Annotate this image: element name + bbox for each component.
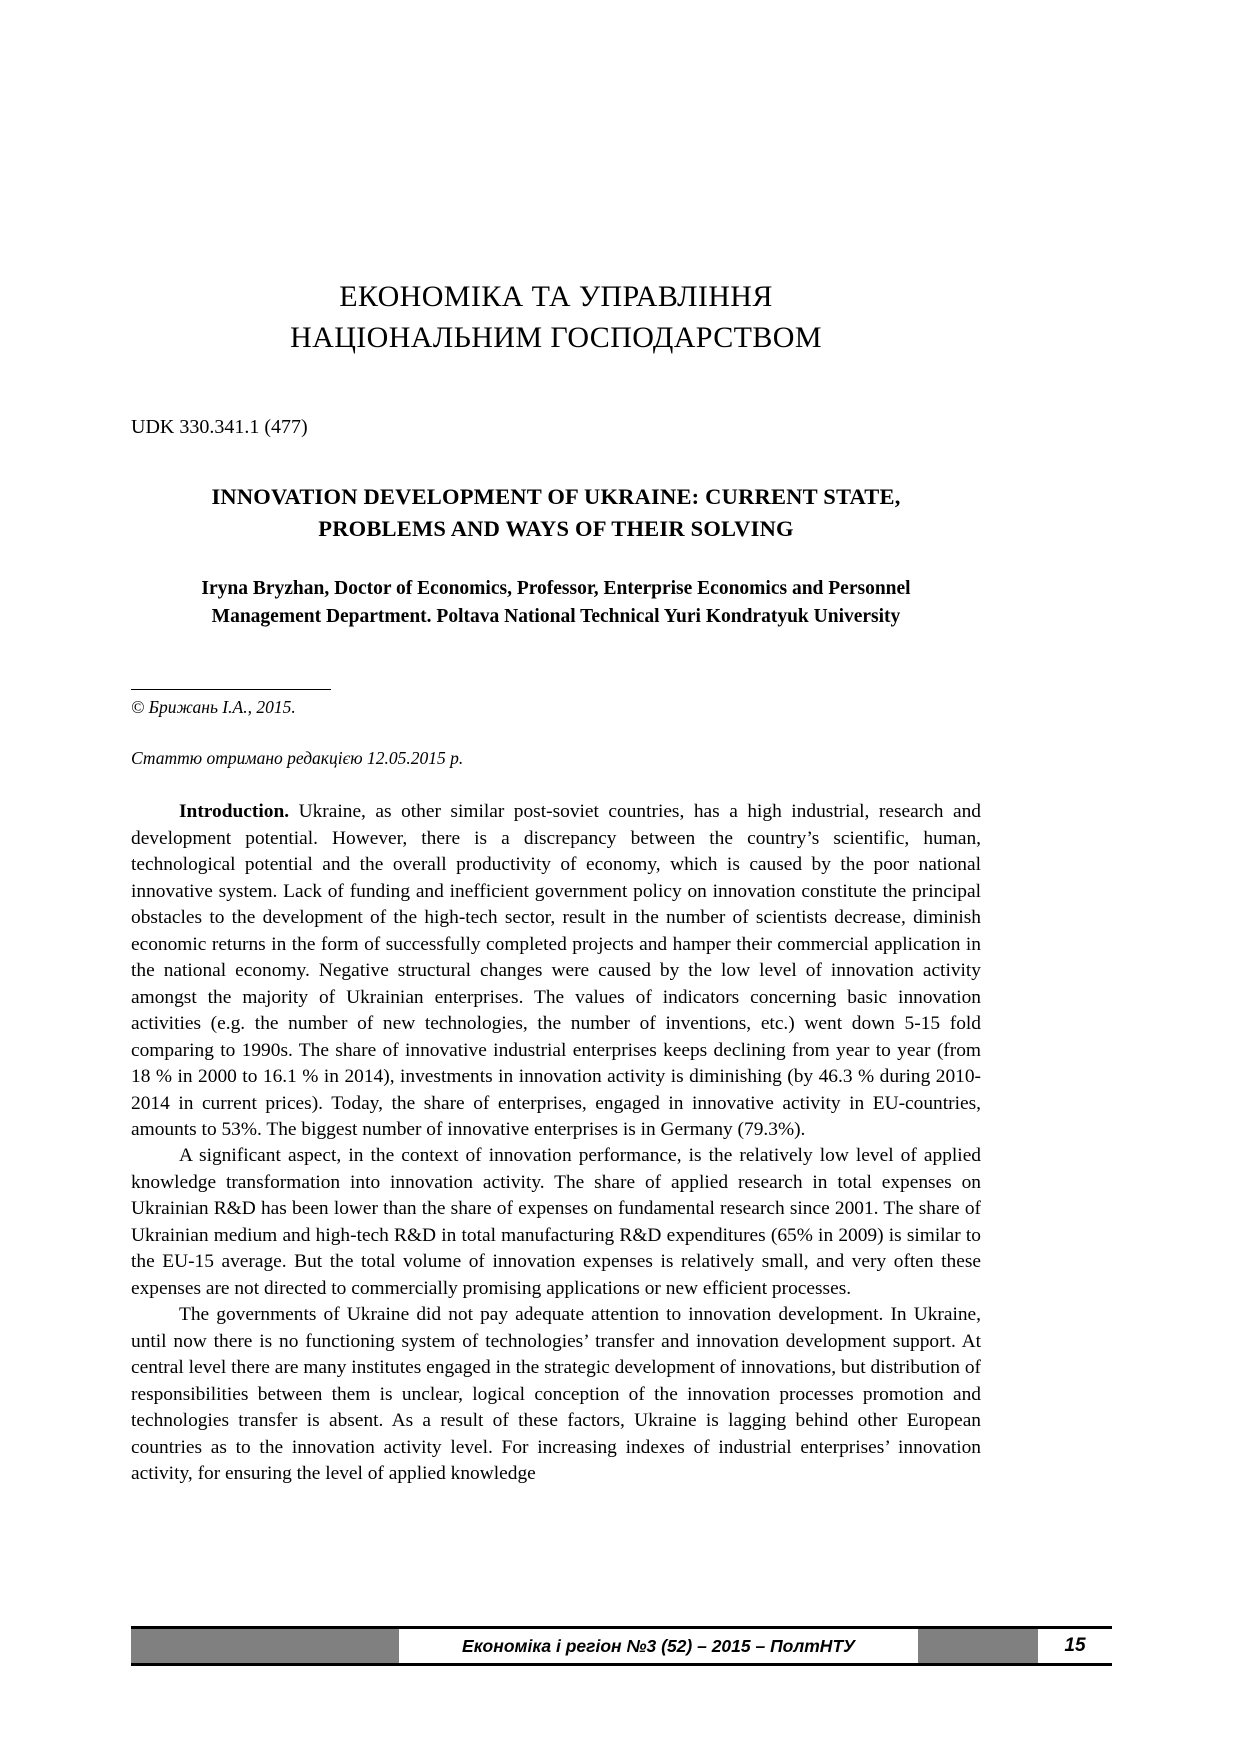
author-affiliation-block [131,575,981,632]
author-line-1: Iryna Bryzhan, Doctor of Economics, Professor, Enterprise Economics and Personnel [201,577,911,599]
received-date-note: Статтю отримано редакцією 12.05.2015 р. [131,748,464,769]
paragraph-applied-knowledge: A significant aspect, in the context of innovation performance, is the relatively low level of applied knowledge transformation into innovation activity. The share of applied research in total expenses on Ukrainian R&D has been lower than the share of expenses on fundamental research since 2001. The share of Ukrainian medium and high-tech R&D in total manufacturing R&D expenditures (65% in 2009) is similar to the EU-15 average. But the total volume of innovation expenses is relatively small, and very often these expenses are not directed to commercially promising applications or new efficient processes. [131,1145,981,1299]
article-title-line-2: PROBLEMS AND WAYS OF THEIR SOLVING [318,515,794,541]
paragraph-governments: The governments of Ukraine did not pay adequate attention to innovation development. In Ukraine, until now there is no functioning system of technologies’ transfer and innovation development support. At central level there are many institutes engaged in the strategic development of innovations, but distribution of responsibilities between them is unclear, logical conception of the innovation processes promotion and technologies transfer is absent. As a result of these factors, Ukraine is lagging behind other European countries as to the innovation activity level. For increasing indexes of industrial enterprises’ innovation activity, for ensuring the level of applied knowledge [131,1304,981,1485]
udk-code: UDK 330.341.1 (477) [131,415,308,438]
section-heading [131,0,981,359]
footnote-separator-rule [131,689,331,690]
footer-journal-line: Економіка і регіон №3 (52) – 2015 – ПолтНТУ [399,1629,918,1663]
footer-bottom-rule [131,1663,1112,1666]
copyright-note: © Брижань І.А., 2015. [131,697,296,718]
section-heading-line-1: ЕКОНОМІКА ТА УПРАВЛІННЯ [339,280,773,313]
paragraph-introduction-text: Ukraine, as other similar post-soviet countries, has a high industrial, research and development potential. However, there is a discrepancy between the country’s scientific, human, technological potential and the overall productivity of economy, which is caused by the poor national innovative system. Lack of funding and inefficient government policy on innovation constitute the principal obstacles to the development of the high-tech sector, result in the number of scientists decrease, diminish economic returns in the form of successfully completed projects and hamper their commercial application in the national economy. Negative structural changes were caused by the low level of innovation activity amongst the majority of Ukrainian enterprises. The values of indicators concerning basic innovation activities (e.g. the number of new technologies, the number of inventions, etc.) went down 5-15 fold comparing to 1990s. The share of innovative industrial enterprises keeps declining from year to year (from 18 % in 2000 to 16.1 % in 2014), investments in innovation activity is diminishing (by 46.3 % during 2010-2014 in current prices). Today, the share of enterprises, engaged in innovative activity in EU-countries, amounts to 53%. The biggest number of innovative enterprises is in Germany (79.3%). [131,801,981,1140]
page-footer [131,1626,1112,1666]
section-heading-line-2: НАЦІОНАЛЬНИМ ГОСПОДАРСТВОМ [290,321,822,355]
article-title [131,481,981,545]
body-text [131,799,981,1488]
paragraph-introduction [131,799,981,1143]
author-line-2: Management Department. Poltava National Technical Yuri Kondratyuk University [211,605,901,627]
footer-page-number: 15 [1038,1629,1112,1663]
page-content [131,0,981,1488]
footer-bar-right [918,1629,1038,1663]
article-title-line-1: INNOVATION DEVELOPMENT OF UKRAINE: CURRENT STATE, [211,483,901,509]
footer-bar-left [131,1629,399,1663]
paragraph-lead-label: Introduction. [179,801,290,823]
